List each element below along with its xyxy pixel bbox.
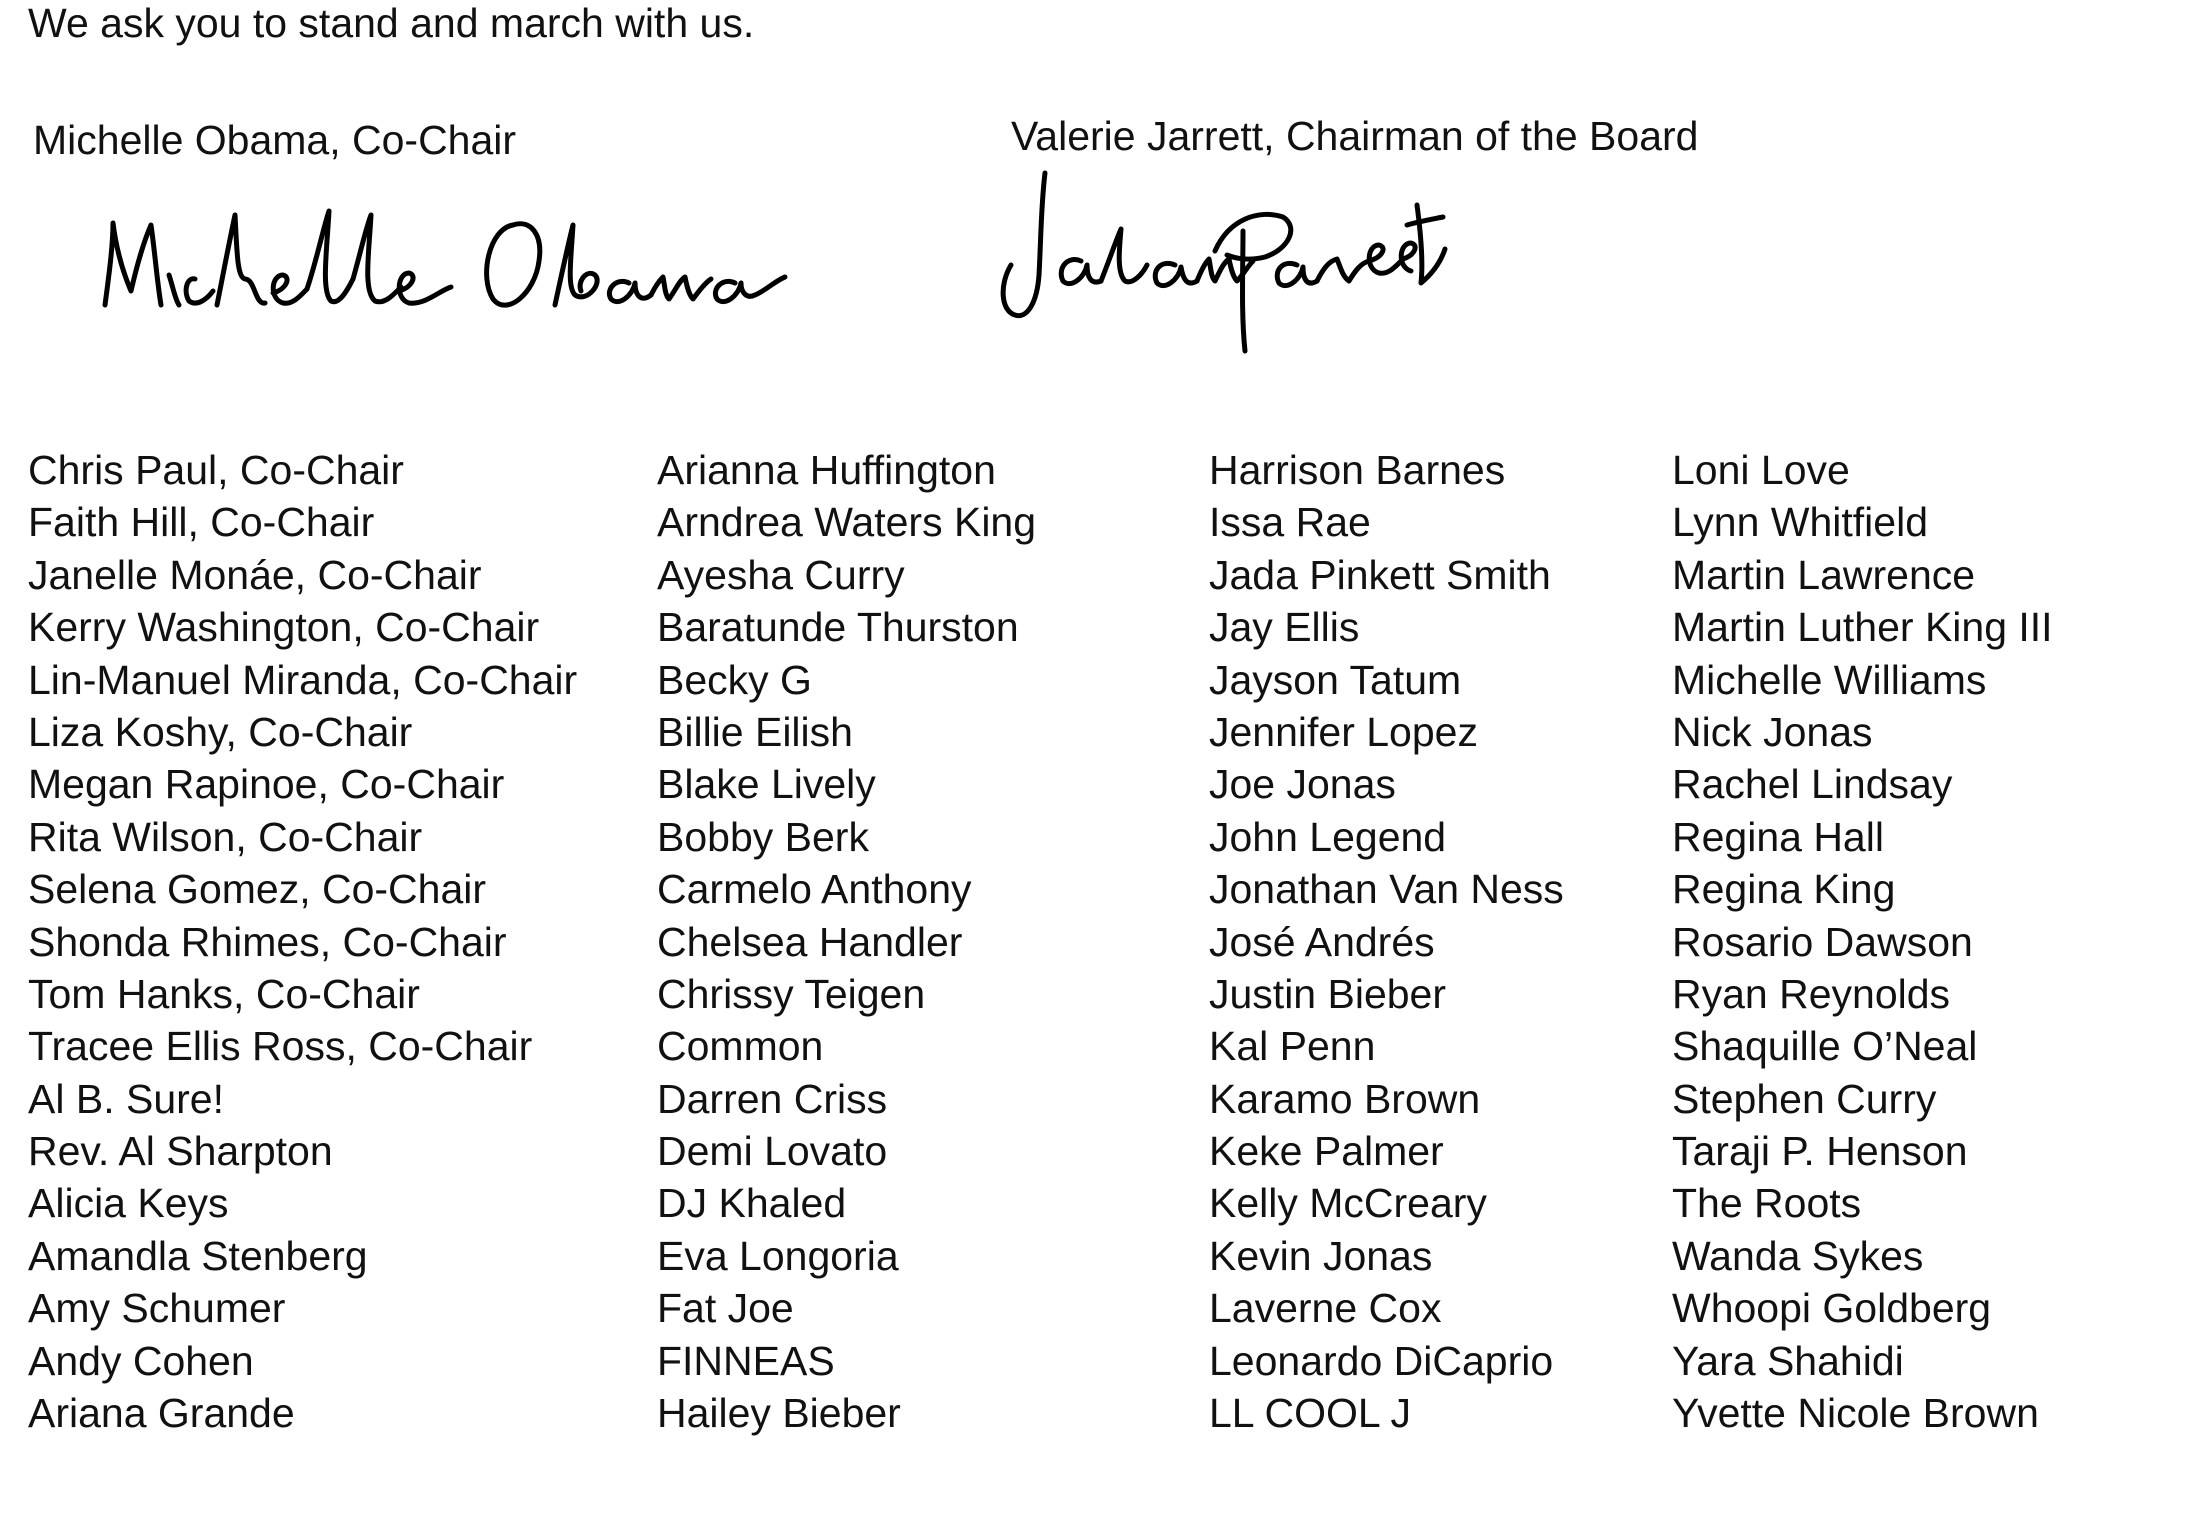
supporter-name: Jada Pinkett Smith <box>1209 551 1551 598</box>
supporter-name: Billie Eilish <box>657 708 853 755</box>
names-column-1 <box>28 444 577 1439</box>
names-column-2 <box>657 444 1036 1439</box>
supporter-name: Joe Jonas <box>1209 761 1396 808</box>
supporter-name: Common <box>657 1023 824 1070</box>
supporter-name: Taraji P. Henson <box>1672 1128 1968 1175</box>
supporter-name: The Roots <box>1672 1180 1862 1227</box>
supporter-name: Jonathan Van Ness <box>1209 866 1564 913</box>
supporter-name: FINNEAS <box>657 1337 835 1384</box>
supporter-name: Rachel Lindsay <box>1672 761 1953 808</box>
supporter-name: Kevin Jonas <box>1209 1232 1433 1279</box>
supporter-name: Rosario Dawson <box>1672 918 1973 965</box>
supporter-name: Karamo Brown <box>1209 1075 1481 1122</box>
supporter-name: Amy Schumer <box>28 1285 286 1332</box>
supporter-name: Janelle Monáe, Co-Chair <box>28 551 482 598</box>
supporter-name: Nick Jonas <box>1672 708 1873 755</box>
signatory-title: Michelle Obama, Co-Chair <box>33 117 517 163</box>
supporter-name: Yvette Nicole Brown <box>1672 1390 2039 1437</box>
supporter-name: Arndrea Waters King <box>657 499 1037 546</box>
supporter-name: Stephen Curry <box>1672 1075 1937 1122</box>
supporter-name: Harrison Barnes <box>1209 447 1506 493</box>
supporter-name: José Andrés <box>1209 918 1435 965</box>
supporter-name: Wanda Sykes <box>1672 1232 1924 1279</box>
supporter-name: Kerry Washington, Co-Chair <box>28 604 540 651</box>
supporter-name: Michelle Williams <box>1672 656 1987 703</box>
supporter-name: Rita Wilson, Co-Chair <box>28 813 423 860</box>
supporter-name: Regina King <box>1672 866 1896 913</box>
supporter-name: Yara Shahidi <box>1672 1337 1904 1384</box>
supporter-name: Ryan Reynolds <box>1672 970 1951 1017</box>
supporter-name: Chelsea Handler <box>657 918 963 965</box>
supporter-name: Keke Palmer <box>1209 1128 1444 1175</box>
supporter-name: Eva Longoria <box>657 1232 899 1279</box>
supporter-name: Alicia Keys <box>28 1180 229 1227</box>
signatory-michelle-obama <box>33 117 516 163</box>
supporter-name: Lynn Whitfield <box>1672 499 1928 546</box>
supporter-name: Becky G <box>657 656 812 703</box>
handwritten-signature-michelle-obama <box>95 195 795 325</box>
intro-text: We ask you to stand and march with us. <box>28 0 755 46</box>
supporter-name: Carmelo Anthony <box>657 866 972 913</box>
supporter-name: Chrissy Teigen <box>657 970 926 1017</box>
supporter-name: Kal Penn <box>1209 1023 1376 1070</box>
supporter-name: Demi Lovato <box>657 1128 888 1175</box>
signatory-title: Valerie Jarrett, Chairman of the Board <box>1011 113 1699 159</box>
supporter-name: Laverne Cox <box>1209 1285 1442 1332</box>
supporter-name: Rev. Al Sharpton <box>28 1128 333 1175</box>
supporter-name: Megan Rapinoe, Co-Chair <box>28 761 505 808</box>
supporter-name: Leonardo DiCaprio <box>1209 1337 1554 1384</box>
supporter-name: Whoopi Goldberg <box>1672 1285 1992 1332</box>
supporter-name: Lin-Manuel Miranda, Co-Chair <box>28 656 578 703</box>
names-column-4 <box>1672 444 2053 1439</box>
supporter-name: Fat Joe <box>657 1285 794 1332</box>
supporter-name: Al B. Sure! <box>28 1075 224 1122</box>
supporter-name: DJ Khaled <box>657 1180 847 1227</box>
supporter-name: Jennifer Lopez <box>1209 708 1478 755</box>
supporter-name: Shaquille O’Neal <box>1672 1023 1978 1070</box>
supporter-name: Kelly McCreary <box>1209 1180 1487 1227</box>
supporter-name: Andy Cohen <box>28 1337 254 1384</box>
supporter-name: Blake Lively <box>657 761 876 808</box>
supporter-name: Shonda Rhimes, Co-Chair <box>28 918 507 965</box>
supporter-name: Tracee Ellis Ross, Co-Chair <box>28 1023 533 1070</box>
supporter-name: Chris Paul, Co-Chair <box>28 447 404 493</box>
names-column-3 <box>1209 444 1564 1439</box>
handwritten-signature-valerie-jarrett <box>997 165 1457 355</box>
supporter-name: Martin Lawrence <box>1672 551 1976 598</box>
signatory-valerie-jarrett <box>1011 113 1698 159</box>
supporter-name: Ariana Grande <box>28 1390 295 1437</box>
supporter-name: Amandla Stenberg <box>28 1232 368 1279</box>
supporter-name: Liza Koshy, Co-Chair <box>28 708 413 755</box>
supporter-name: Ayesha Curry <box>657 551 905 598</box>
supporter-name: Loni Love <box>1672 447 1850 493</box>
supporter-name: Justin Bieber <box>1209 970 1447 1017</box>
supporters-list <box>0 444 2200 1444</box>
supporter-name: Jayson Tatum <box>1209 656 1462 703</box>
supporter-name: John Legend <box>1209 813 1447 860</box>
supporter-name: Tom Hanks, Co-Chair <box>28 970 420 1017</box>
supporter-name: Darren Criss <box>657 1075 888 1122</box>
supporter-name: Martin Luther King III <box>1672 604 2053 651</box>
supporter-name: Issa Rae <box>1209 499 1371 546</box>
supporter-name: Regina Hall <box>1672 813 1884 860</box>
supporter-name: LL COOL J <box>1209 1390 1412 1437</box>
supporter-name: Baratunde Thurston <box>657 604 1019 651</box>
supporter-name: Hailey Bieber <box>657 1390 901 1437</box>
supporter-name: Selena Gomez, Co-Chair <box>28 866 487 913</box>
supporter-name: Bobby Berk <box>657 813 869 860</box>
supporter-name: Faith Hill, Co-Chair <box>28 499 375 546</box>
supporter-name: Arianna Huffington <box>657 447 996 493</box>
supporter-name: Jay Ellis <box>1209 604 1360 651</box>
